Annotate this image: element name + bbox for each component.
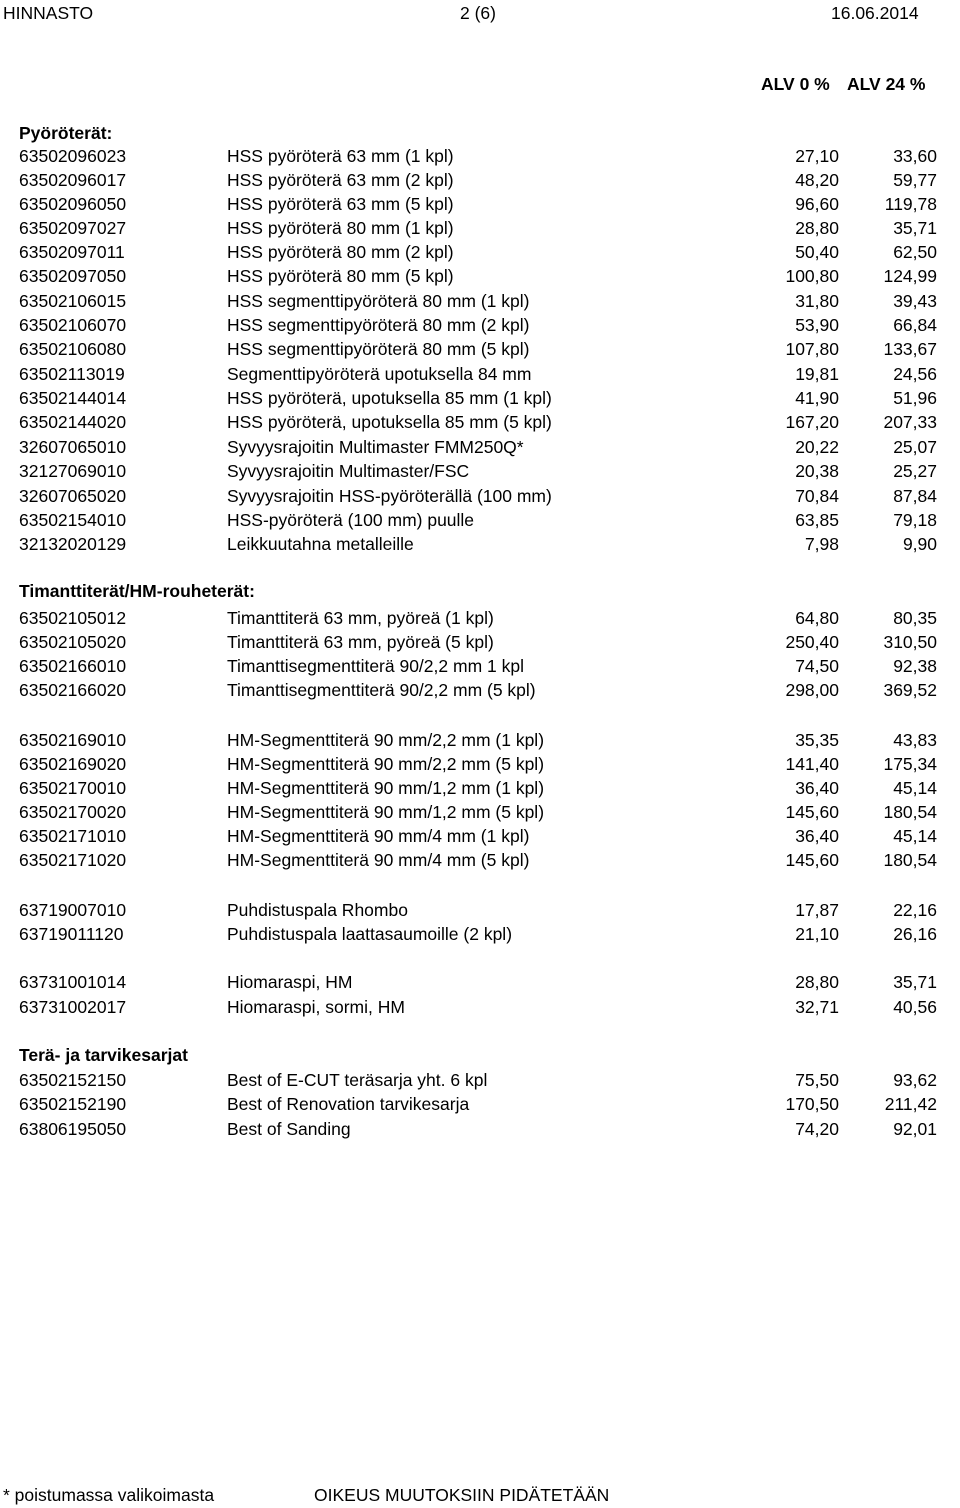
price-alv0: 107,80 [785,339,839,359]
table-row [0,606,960,630]
price-alv24: 25,27 [893,461,937,481]
price-alv0: 28,80 [795,972,839,992]
product-description: Puhdistuspala Rhombo [227,900,408,920]
table-row [0,654,960,678]
price-alv24: 175,34 [883,754,937,774]
product-description: Timanttiterä 63 mm, pyöreä (5 kpl) [227,632,494,652]
table-row [0,410,960,434]
product-code: 63502169020 [19,754,127,774]
product-code: 63502096017 [19,170,127,190]
table-row [0,264,960,288]
product-code: 63731002017 [19,997,127,1017]
product-description: HSS pyöröterä, upotuksella 85 mm (5 kpl) [227,412,552,432]
column-header-alv0: ALV 0 % [761,74,830,94]
price-alv0: 35,35 [795,730,839,750]
product-description: HSS pyöröterä 63 mm (5 kpl) [227,194,454,214]
price-alv24: 62,50 [893,242,937,262]
product-code: 63502166010 [19,656,127,676]
product-description: HM-Segmenttiterä 90 mm/1,2 mm (5 kpl) [227,802,545,822]
product-description: Leikkuutahna metalleille [227,534,414,554]
product-code: 32607065020 [19,486,127,506]
price-alv0: 27,10 [795,146,839,166]
price-alv0: 7,98 [804,534,839,554]
page-number: 2 (6) [460,3,496,23]
product-code: 63502169010 [19,730,127,750]
table-row [0,728,960,752]
product-code: 63719007010 [19,900,127,920]
price-alv24: 9,90 [902,534,937,554]
table-row [0,508,960,532]
price-alv24: 59,77 [893,170,937,190]
product-description: Best of Renovation tarvikesarja [227,1094,470,1114]
price-alv0: 74,20 [795,1119,839,1139]
price-alv0: 250,40 [785,632,839,652]
price-alv24: 92,01 [893,1119,937,1139]
price-alv0: 75,50 [795,1070,839,1090]
table-row [0,144,960,168]
product-code: 63502106080 [19,339,127,359]
price-alv24: 180,54 [883,802,937,822]
table-row [0,678,960,702]
product-code: 63502170020 [19,802,127,822]
price-alv24: 124,99 [883,266,937,286]
price-alv0: 32,71 [795,997,839,1017]
price-alv0: 31,80 [795,291,839,311]
product-description: Best of E-CUT teräsarja yht. 6 kpl [227,1070,488,1090]
product-code: 63502170010 [19,778,127,798]
product-code: 63502096023 [19,146,127,166]
product-description: HSS pyöröterä 80 mm (1 kpl) [227,218,454,238]
table-row [0,1068,960,1092]
section-title-pyoroterat: Pyöröterät: [19,123,113,143]
product-code: 63502144014 [19,388,127,408]
price-alv24: 33,60 [893,146,937,166]
price-alv24: 24,56 [893,364,937,384]
product-description: HSS pyöröterä 80 mm (5 kpl) [227,266,454,286]
table-row [0,630,960,654]
price-alv0: 53,90 [795,315,839,335]
product-description: HSS segmenttipyöröterä 80 mm (1 kpl) [227,291,530,311]
product-description: HM-Segmenttiterä 90 mm/1,2 mm (1 kpl) [227,778,545,798]
footer-disclaimer: OIKEUS MUUTOKSIIN PIDÄTETÄÄN [314,1485,610,1505]
table-row [0,898,960,922]
product-description: Timanttisegmenttiterä 90/2,2 mm (5 kpl) [227,680,536,700]
price-alv0: 167,20 [785,412,839,432]
table-row [0,776,960,800]
product-description: Best of Sanding [227,1119,351,1139]
table-row [0,800,960,824]
product-code: 63502106015 [19,291,127,311]
table-row [0,313,960,337]
table-row [0,216,960,240]
price-alv0: 41,90 [795,388,839,408]
product-code: 32127069010 [19,461,127,481]
footer-note: * poistumassa valikoimasta [3,1485,215,1505]
price-alv24: 133,67 [883,339,937,359]
price-alv0: 298,00 [785,680,839,700]
price-alv0: 17,87 [795,900,839,920]
table-row [0,386,960,410]
table-row [0,532,960,556]
price-alv24: 66,84 [893,315,937,335]
table-row [0,484,960,508]
product-code: 63502106070 [19,315,127,335]
product-description: Segmenttipyöröterä upotuksella 84 mm [227,364,532,384]
table-row [0,752,960,776]
product-code: 63502152150 [19,1070,127,1090]
price-alv24: 80,35 [893,608,937,628]
price-alv0: 100,80 [785,266,839,286]
table-row [0,922,960,946]
product-code: 32607065010 [19,437,127,457]
price-alv24: 22,16 [893,900,937,920]
price-alv24: 45,14 [893,778,937,798]
price-alv0: 21,10 [795,924,839,944]
price-alv24: 207,33 [883,412,937,432]
product-description: HM-Segmenttiterä 90 mm/4 mm (5 kpl) [227,850,530,870]
table-row [0,1117,960,1141]
product-code: 63502113019 [19,364,125,384]
price-alv24: 369,52 [883,680,937,700]
product-description: Syvyysrajoitin Multimaster FMM250Q* [227,437,524,457]
product-description: HSS pyöröterä, upotuksella 85 mm (1 kpl) [227,388,552,408]
product-code: 63502097050 [19,266,127,286]
section-title-timanttiterat: Timanttiterät/HM-rouheterät: [19,581,255,601]
document-title: HINNASTO [3,3,94,23]
price-alv0: 63,85 [795,510,839,530]
table-row [0,362,960,386]
price-alv24: 180,54 [883,850,937,870]
table-row [0,289,960,313]
price-alv24: 39,43 [893,291,937,311]
price-alv24: 310,50 [883,632,937,652]
product-description: HSS segmenttipyöröterä 80 mm (5 kpl) [227,339,530,359]
price-alv0: 28,80 [795,218,839,238]
table-row [0,1092,960,1116]
product-description: HSS pyöröterä 80 mm (2 kpl) [227,242,454,262]
section-title-tarvikesarjat: Terä- ja tarvikesarjat [19,1045,188,1065]
table-row [0,337,960,361]
product-description: Syvyysrajoitin HSS-pyöröterällä (100 mm) [227,486,552,506]
product-description: HSS segmenttipyöröterä 80 mm (2 kpl) [227,315,530,335]
product-code: 63502154010 [19,510,127,530]
product-code: 63502105012 [19,608,127,628]
price-alv0: 70,84 [795,486,839,506]
product-code: 32132020129 [19,534,127,554]
table-row [0,168,960,192]
product-code: 63502152190 [19,1094,127,1114]
product-description: HM-Segmenttiterä 90 mm/2,2 mm (5 kpl) [227,754,545,774]
product-description: HM-Segmenttiterä 90 mm/2,2 mm (1 kpl) [227,730,545,750]
price-alv24: 79,18 [893,510,937,530]
document-date: 16.06.2014 [831,3,919,23]
product-description: HSS-pyöröterä (100 mm) puulle [227,510,475,530]
price-alv0: 36,40 [795,778,839,798]
product-description: Timanttisegmenttiterä 90/2,2 mm 1 kpl [227,656,524,676]
price-alv24: 43,83 [893,730,937,750]
product-code: 63502097027 [19,218,127,238]
price-alv24: 92,38 [893,656,937,676]
product-code: 63731001014 [19,972,127,992]
product-description: Hiomaraspi, sormi, HM [227,997,405,1017]
table-row [0,824,960,848]
price-alv24: 211,42 [884,1094,937,1114]
price-alv24: 93,62 [893,1070,937,1090]
product-code: 63502171010 [19,826,127,846]
product-description: Puhdistuspala laattasaumoille (2 kpl) [227,924,513,944]
price-alv0: 145,60 [785,850,839,870]
price-alv0: 48,20 [795,170,839,190]
product-code: 63502097011 [19,242,125,262]
product-code: 63502171020 [19,850,127,870]
price-alv0: 50,40 [795,242,839,262]
product-description: Syvyysrajoitin Multimaster/FSC [227,461,470,481]
price-alv24: 119,78 [884,194,937,214]
price-alv0: 36,40 [795,826,839,846]
price-alv0: 141,40 [785,754,839,774]
table-row [0,848,960,872]
price-alv0: 170,50 [785,1094,839,1114]
price-alv24: 26,16 [893,924,937,944]
price-alv0: 96,60 [795,194,839,214]
table-row [0,435,960,459]
price-alv0: 19,81 [795,364,839,384]
price-alv0: 20,22 [795,437,839,457]
price-alv24: 51,96 [893,388,937,408]
table-row [0,970,960,994]
product-code: 63502105020 [19,632,127,652]
price-alv0: 20,38 [795,461,839,481]
price-alv24: 35,71 [893,972,937,992]
price-alv24: 40,56 [893,997,937,1017]
table-row [0,192,960,216]
product-code: 63806195050 [19,1119,127,1139]
price-alv0: 74,50 [795,656,839,676]
product-code: 63502096050 [19,194,127,214]
table-row [0,240,960,264]
price-alv24: 25,07 [893,437,937,457]
product-description: Timanttiterä 63 mm, pyöreä (1 kpl) [227,608,494,628]
table-row [0,995,960,1019]
price-alv24: 87,84 [893,486,937,506]
product-code: 63502166020 [19,680,127,700]
product-code: 63719011120 [19,924,124,944]
table-row [0,459,960,483]
price-alv0: 145,60 [785,802,839,822]
product-description: HSS pyöröterä 63 mm (2 kpl) [227,170,454,190]
price-alv0: 64,80 [795,608,839,628]
product-code: 63502144020 [19,412,127,432]
product-description: Hiomaraspi, HM [227,972,353,992]
column-header-alv24: ALV 24 % [847,74,926,94]
product-description: HSS pyöröterä 63 mm (1 kpl) [227,146,454,166]
price-alv24: 35,71 [893,218,937,238]
price-alv24: 45,14 [893,826,937,846]
product-description: HM-Segmenttiterä 90 mm/4 mm (1 kpl) [227,826,530,846]
